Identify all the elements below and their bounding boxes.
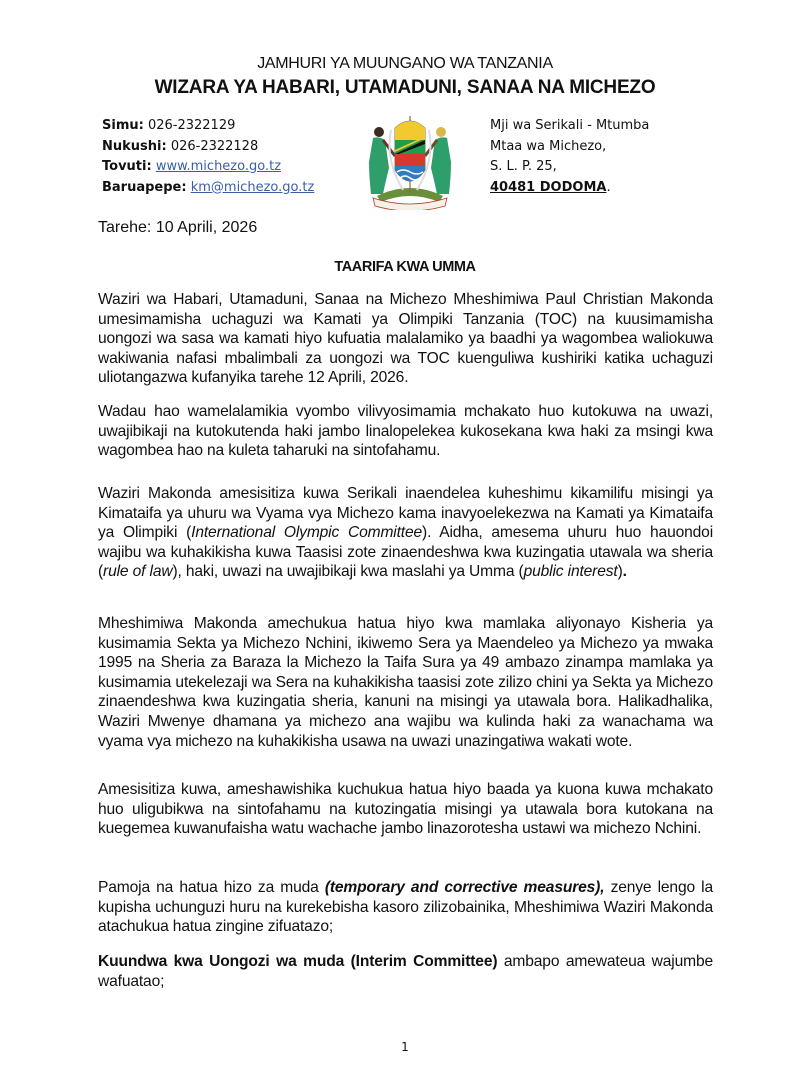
p3-italic-public-interest: public interest bbox=[523, 563, 618, 581]
tanzania-coat-of-arms-icon bbox=[355, 110, 465, 210]
website-line bbox=[102, 157, 314, 178]
fax-line bbox=[102, 137, 314, 158]
paragraph-1: Waziri wa Habari, Utamaduni, Sanaa na Michezo Mheshimiwa Paul Christian Makonda umesimamisha uchaguzi wa Kamati ya Olimpiki Tanzania (TOC) na kuusimamisha uongozi wa sasa wa kamati hiyo kufuatia malalamiko ya baadhi ya wagombea waliokuwa wakiwania nafasi mbalimbali za uongozi wa TOC kuenguliwa kushiriki katika uchaguzi uliotangazwa kufanyika tarehe 12 Aprili, 2026. bbox=[98, 291, 713, 387]
paragraph-4: Mheshimiwa Makonda amechukua hatua hiyo kwa mamlaka aliyonayo Kisheria ya kusimamia Sekta ya Michezo Nchini, ikiwemo Sera ya Maendeleo ya Michezo ya mwaka 1995 na Sheria za Baraza la Michezo la Taifa Sura ya 49 ambazo zinampa mamlaka ya kusimamia utekelezaji wa Sera na kuhakikisha taasisi zote zilizo chini ya Sekta ya Michezo zinaendeshwa kwa kuzingatia sheria, kanuni na misingi ya utawala bora. Halikadhalika, Waziri Mwenye dhamana ya michezo ana wajibu wa kulinda haki za wanachama wa vyama vya michezo na kuhakikisha usawa na uwazi unazingatiwa wakati wote. bbox=[98, 615, 713, 750]
p3-text-d: ) bbox=[617, 563, 623, 581]
website-link[interactable]: www.michezo.go.tz bbox=[155, 159, 282, 174]
email-label: Baruapepe: bbox=[102, 179, 187, 195]
phone-value: 026-2322129 bbox=[147, 118, 236, 133]
address-line-3: S. L. P. 25, bbox=[490, 159, 557, 174]
contact-block bbox=[102, 116, 314, 198]
p3-italic-ioc: International Olympic Committee bbox=[191, 524, 423, 542]
paragraph-5: Amesisitiza kuwa, ameshawishika kuchukua hatua hiyo baada ya kuona kuwa mchakato huo uligubikwa na sintofahamu na kutozingatia misingi ya utawala bora kutokana na kuegemea kuwanufaisha watu wachache jambo linazorotesha ustawi wa michezo Nchini. bbox=[98, 781, 713, 838]
country-heading: JAMHURI YA MUUNGANO WA TANZANIA bbox=[257, 55, 553, 72]
p3-text-c: ), haki, uwazi na uwajibikaji kwa maslahi ya Umma ( bbox=[172, 563, 524, 581]
ministry-heading: WIZARA YA HABARI, UTAMADUNI, SANAA NA MICHEZO bbox=[154, 77, 656, 98]
document-date: Tarehe: 10 Aprili, 2026 bbox=[98, 219, 258, 236]
address-city: 40481 DODOMA bbox=[490, 179, 607, 195]
email-line bbox=[102, 178, 314, 199]
paragraph-7 bbox=[98, 952, 713, 991]
p6-text-b: zenye lengo la kupisha uchunguzi huru na kurekebisha kasoro zilizobainika, Mheshimiwa Waziri Makonda atachukua hatua zingine zifuatazo; bbox=[98, 879, 713, 936]
paragraph-3 bbox=[98, 484, 713, 582]
address-block bbox=[490, 116, 649, 198]
p3-text-e: . bbox=[622, 563, 627, 581]
paragraph-2: Wadau hao wamelalamikia vyombo vilivyosimamia mchakato huo kutokuwa na uwazi, uwajibikaji na kutokutenda haki jambo linalopelekea kukosekana kwa haki za msingi kwa wagombea hao na kuleta taharuki na sintofahamu. bbox=[98, 403, 713, 460]
p6-text-a: Pamoja na hatua hizo za muda bbox=[98, 879, 325, 896]
p7-bold-heading: Kuundwa kwa Uongozi wa muda (Interim Committee) bbox=[98, 953, 498, 970]
address-line-2: Mtaa wa Michezo, bbox=[490, 138, 607, 154]
address-line-1: Mji wa Serikali - Mtumba bbox=[490, 118, 650, 133]
p3-text-a: Waziri Makonda amesisitiza kuwa Serikali inaendelea kuheshimu kikamilifu misingi ya Kimataifa ya uhuru wa Vyama vya Michezo kama inavyoelekezwa na Kamati ya Kimataifa ya Olimpiki ( bbox=[98, 485, 713, 542]
p3-text-b: ). Aidha, amesema uhuru huo hauondoi wajibu wa kuhakikisha kuwa Taasisi zote zinaendeshwa kwa kuzingatia utawala wa sheria ( bbox=[98, 524, 714, 581]
p3-italic-rule-of-law: rule of law bbox=[103, 563, 173, 581]
fax-value: 026-2322128 bbox=[170, 138, 259, 154]
paragraph-6 bbox=[98, 878, 713, 937]
document-title: TAARIFA KWA UMMA bbox=[334, 259, 476, 275]
phone-line bbox=[102, 116, 314, 137]
page-number: 1 bbox=[401, 1040, 409, 1054]
p6-bold-measures: (temporary and corrective measures), bbox=[324, 879, 605, 896]
email-link[interactable]: km@michezo.go.tz bbox=[190, 179, 315, 195]
phone-label: Simu: bbox=[102, 118, 144, 133]
address-city-suffix: . bbox=[606, 179, 611, 195]
website-label: Tovuti: bbox=[102, 159, 152, 174]
fax-label: Nukushi: bbox=[102, 138, 167, 154]
address-city-line bbox=[490, 178, 649, 199]
p7-text-rest: ambapo amewateua wajumbe wafuatao; bbox=[98, 953, 713, 990]
